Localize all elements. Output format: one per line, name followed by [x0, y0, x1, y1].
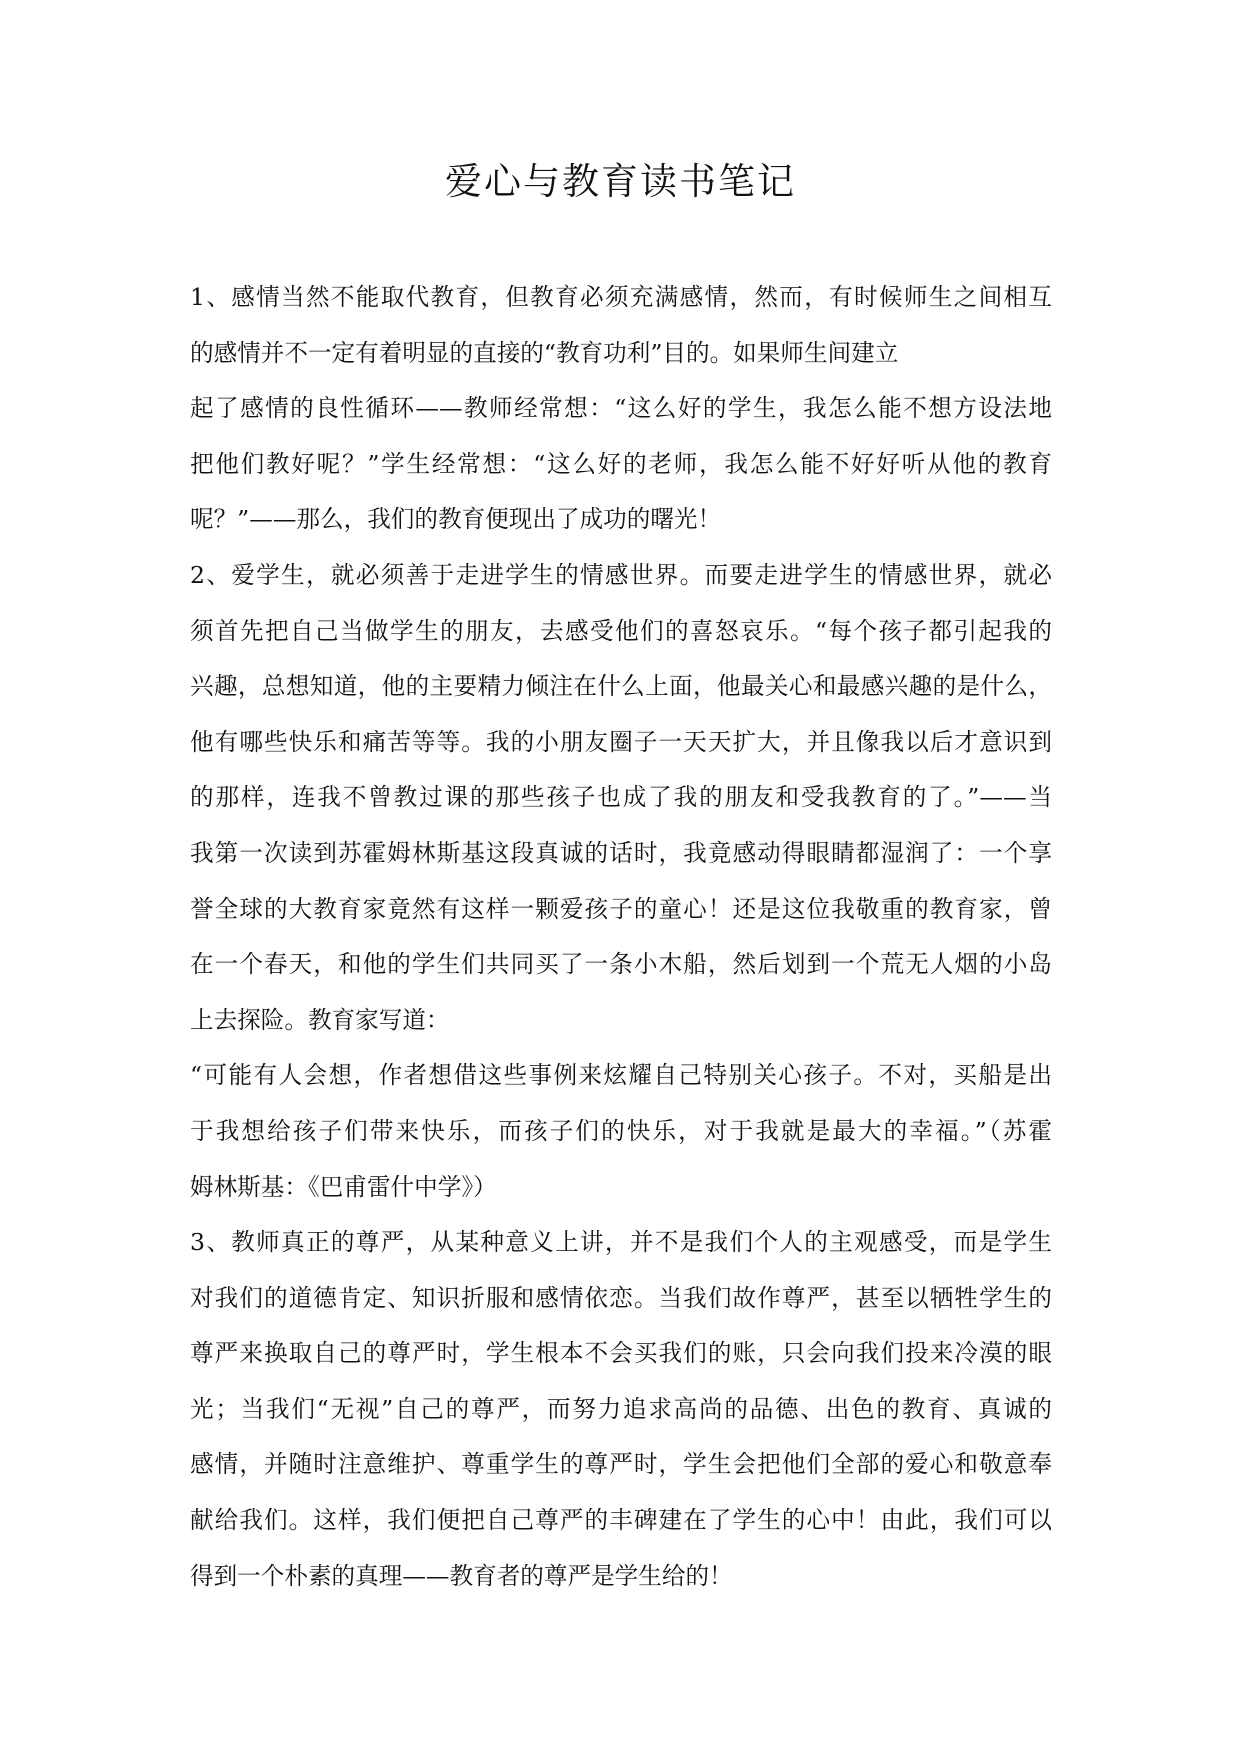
text-line: 对我们的道德肯定、知识折服和感情依恋。当我们故作尊严，甚至以牺牲学生的 [190, 1283, 1052, 1312]
text-line: 感情，并随时注意维护、尊重学生的尊严时，学生会把他们全部的爱心和敬意奉 [190, 1450, 1052, 1479]
text-line: 尊严来换取自己的尊严时，学生根本不会买我们的账，只会向我们投来冷漠的眼 [190, 1339, 1052, 1368]
text-line: 的感情并不一定有着明显的直接的“教育功利”目的。如果师生间建立 [190, 338, 899, 367]
text-line: 得到一个朴素的真理——教育者的尊严是学生给的！ [190, 1561, 733, 1590]
text-line: 呢？”——那么，我们的教育便现出了成功的曙光！ [190, 505, 722, 534]
text-line: 献给我们。这样，我们便把自己尊严的丰碑建在了学生的心中！由此，我们可以 [190, 1506, 1052, 1535]
text-line: 在一个春天，和他的学生们共同买了一条小木船，然后划到一个荒无人烟的小岛 [190, 950, 1052, 979]
text-line: 须首先把自己当做学生的朋友，去感受他们的喜怒哀乐。“每个孩子都引起我的 [190, 616, 1052, 645]
text-line: 兴趣，总想知道，他的主要精力倾注在什么上面，他最关心和最感兴趣的是什么， [190, 672, 1052, 701]
document-body [190, 270, 1052, 1604]
text-line: 起了感情的良性循环——教师经常想：“这么好的学生，我怎么能不想方设法地 [190, 394, 1052, 423]
text-line: 上去探险。教育家写道： [190, 1005, 450, 1034]
text-line: 光；当我们“无视”自己的尊严，而努力追求高尚的品德、出色的教育、真诚的 [190, 1394, 1052, 1423]
text-line: 2、爱学生，就必须善于走进学生的情感世界。而要走进学生的情感世界，就必 [190, 560, 1052, 589]
text-line: 他有哪些快乐和痛苦等等。我的小朋友圈子一天天扩大，并且像我以后才意识到 [190, 727, 1052, 756]
text-line: 3、教师真正的尊严，从某种意义上讲，并不是我们个人的主观感受，而是学生 [190, 1228, 1052, 1257]
text-line: 1、感情当然不能取代教育，但教育必须充满感情，然而，有时候师生之间相互 [190, 283, 1052, 311]
text-line: 誉全球的大教育家竟然有这样一颗爱孩子的童心！还是这位我敬重的教育家，曾 [190, 894, 1052, 923]
text-line: 把他们教好呢？”学生经常想：“这么好的老师，我怎么能不好好听从他的教育 [190, 449, 1052, 478]
text-line: 于我想给孩子们带来快乐，而孩子们的快乐，对于我就是最大的幸福。”（苏霍 [190, 1116, 1052, 1145]
text-line: 我第一次读到苏霍姆林斯基这段真诚的话时，我竟感动得眼睛都湿润了：一个享 [190, 838, 1052, 867]
document-title: 爱心与教育读书笔记 [445, 160, 796, 203]
text-line: 的那样，连我不曾教过课的那些孩子也成了我的朋友和受我教育的了。”——当 [190, 783, 1052, 812]
text-line: “可能有人会想，作者想借这些事例来炫耀自己特别关心孩子。不对，买船是出 [190, 1061, 1052, 1090]
text-line: 姆林斯基：《巴甫雷什中学》） [190, 1172, 497, 1201]
